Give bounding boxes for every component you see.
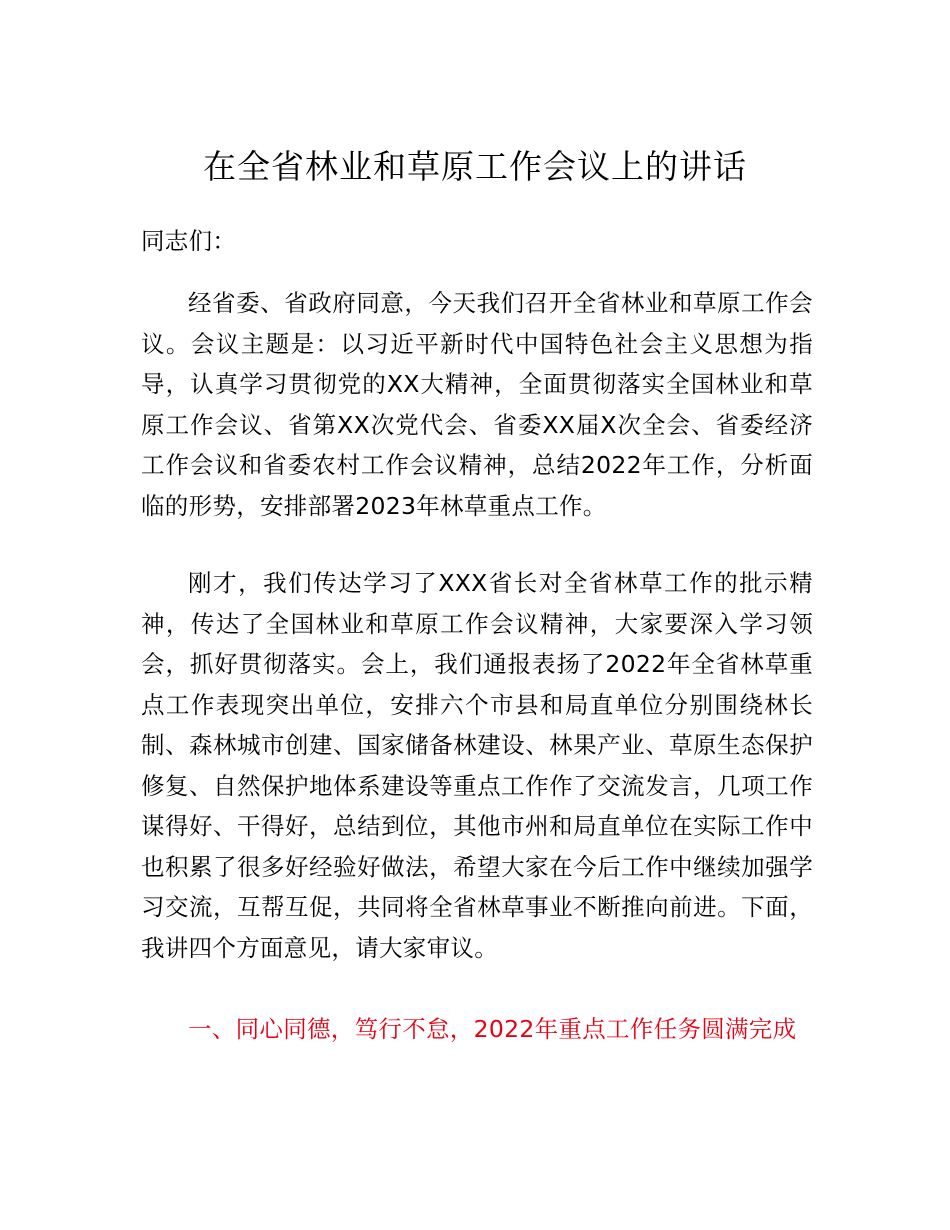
paragraph-opening: 经省委、省政府同意，今天我们召开全省林业和草原工作会议。会议主题是：以习近平新时代中国特色社会主义思想为指导，认真学习贯彻党的XX大精神，全面贯彻落实全国林业和草原工作会议、省第XX次党代会、省委XX届X次全会、省委经济工作会议和省委农村工作会议精神，总结2022年工作，分析面临的形势，安排部署2023年林草重点工作。 — [141, 289, 813, 520]
section-heading-red: 一、同心同德，笃行不怠，2022年重点工作任务圆满完成 — [188, 1015, 797, 1043]
document-title: 在全省林业和草原工作会议上的讲话 — [203, 147, 747, 186]
salutation: 同志们： — [141, 227, 237, 255]
paragraph-review: 刚才，我们传达学习了XXX省长对全省林草工作的批示精神，传达了全国林业和草原工作会议精神，大家要深入学习领会，抓好贯彻落实。会上，我们通报表扬了2022年全省林草重点工作表现突出单位，安排六个市县和局直单位分别围绕林长制、森林城市创建、国家储备林建设、林果产业、草原生态保护修复、自然保护地体系建设等重点工作作了交流发言，几项工作谋得好、干得好，总结到位，其他市州和局直单位在实际工作中也积累了很多好经验好做法，希望大家在今后工作中继续加强学习交流，互帮互促，共同将全省林草事业不断推向前进。下面，我讲四个方面意见，请大家审议。 — [141, 569, 813, 962]
